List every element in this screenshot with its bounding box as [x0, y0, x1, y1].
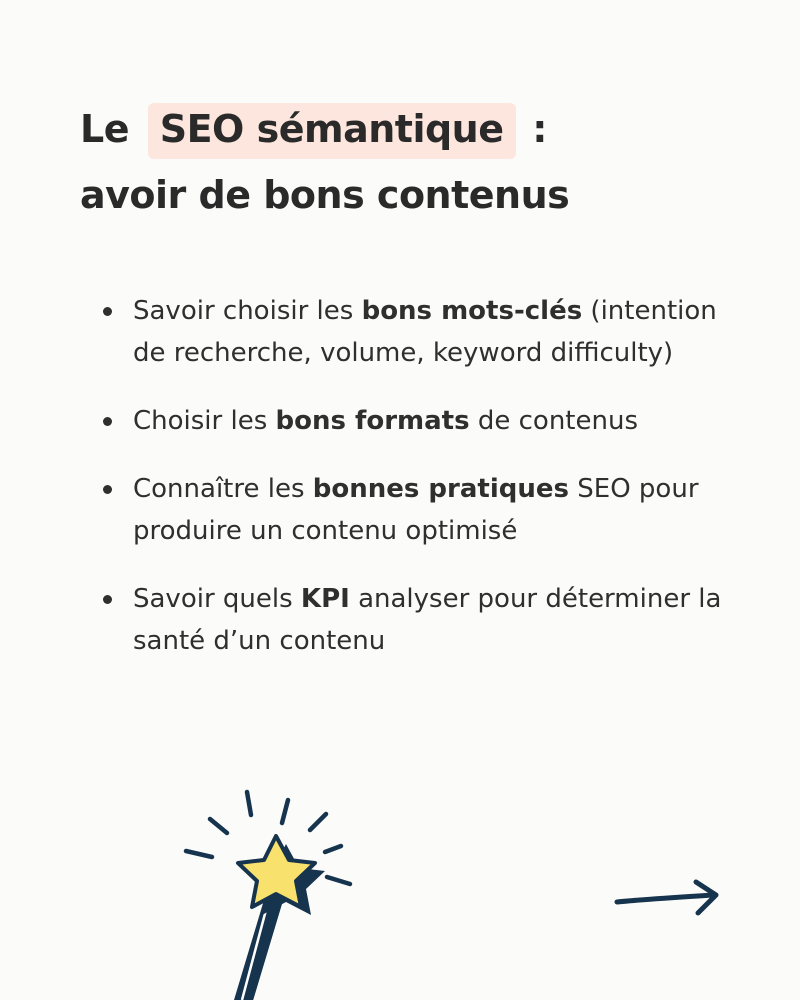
- list-item: Choisir les bons formats de contenus: [103, 400, 743, 442]
- page-title: [80, 96, 569, 228]
- bold-keyword: bons mots-clés: [361, 296, 583, 326]
- list-item: Savoir quels KPI analyser pour déterminer la santé d’un contenu: [103, 578, 743, 662]
- magic-wand-icon: [180, 780, 380, 1000]
- list-item: Savoir choisir les bons mots-clés (intention de recherche, volume, keyword difficulty): [103, 290, 743, 374]
- bold-keyword: bonnes pratiques: [312, 474, 569, 504]
- bullet-dot: [103, 485, 112, 494]
- bullet-dot: [103, 307, 112, 316]
- title-prefix: Le: [80, 107, 129, 151]
- title-suffix: :: [532, 107, 547, 151]
- bold-keyword: KPI: [300, 584, 350, 614]
- list-item: Connaître les bonnes pratiques SEO pour produire un contenu optimisé: [103, 468, 743, 552]
- bullet-list: [103, 290, 743, 688]
- title-line2: avoir de bons contenus: [80, 173, 570, 217]
- bullet-dot: [103, 595, 112, 604]
- bold-keyword: bons formats: [275, 406, 470, 436]
- title-highlight: SEO sémantique: [148, 103, 516, 159]
- bullet-dot: [103, 417, 112, 426]
- arrow-right-icon[interactable]: [612, 875, 727, 925]
